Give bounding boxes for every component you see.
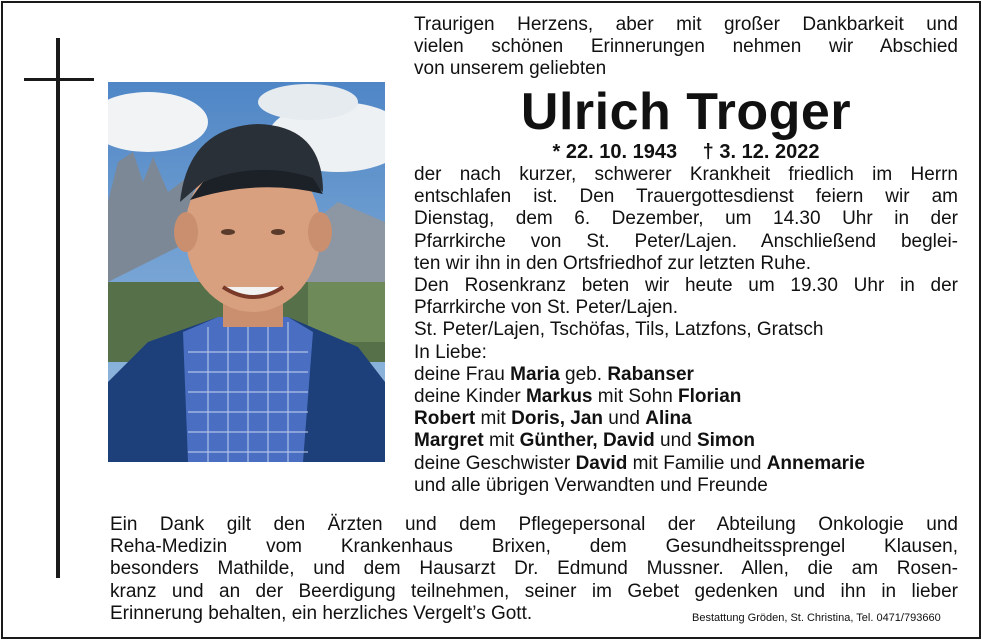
- intro-line: Traurigen Herzens, aber mit großer Dankbarkeit und: [414, 14, 958, 35]
- thanks-line: kranz und an der Beerdigung teilnehmen, seiner im Gebet gedenken und ihn in lieber: [110, 580, 958, 602]
- thanks-line: besonders Mathilde, und dem Hausarzt Dr. Edmund Mussner. Allen, die am Rosen-: [110, 558, 958, 580]
- intro-line: von unserem geliebten: [414, 58, 607, 79]
- body-line: Pfarrkirche von St. Peter/Lajen.: [414, 297, 679, 319]
- body-line: Dienstag, dem 6. Dezember, um 14.30 Uhr in der: [414, 208, 958, 230]
- family-robert: Robert mit Doris, Jan und Alina: [414, 408, 692, 430]
- thanks-line: Ein Dank gilt den Ärzten und dem Pflegepersonal der Abteilung Onkologie und: [110, 514, 958, 535]
- body-line: Den Rosenkranz beten wir heute um 19.30 Uhr in der: [414, 275, 958, 297]
- family-children: deine Kinder Markus mit Sohn Florian: [414, 386, 742, 408]
- body-line: ten wir ihn in den Ortsfriedhof zur letzten Ruhe.: [414, 252, 812, 274]
- announcement-body: [414, 164, 958, 497]
- cross-icon: [56, 38, 60, 578]
- family-siblings: deine Geschwister David mit Familie und Annemarie: [414, 452, 865, 474]
- body-line: entschlafen ist. Den Trauergottesdienst feiern wir am: [414, 186, 958, 208]
- deceased-name: Ulrich Troger: [520, 83, 852, 141]
- places-line: St. Peter/Lajen, Tschöfas, Tils, Latzfons, Gratsch: [414, 319, 824, 341]
- thanks-line: Erinnerung behalten, ein herzliches Vergelt’s Gott.: [110, 602, 533, 624]
- body-line: Pfarrkirche von St. Peter/Lajen. Anschließend beglei-: [414, 230, 958, 252]
- body-line: der nach kurzer, schwerer Krankheit friedlich im Herrn: [414, 164, 958, 185]
- cross-bar: [24, 78, 94, 81]
- in-love-line: In Liebe:: [414, 341, 487, 363]
- death-date: † 3. 12. 2022: [702, 141, 820, 163]
- birth-date: * 22. 10. 1943: [552, 141, 678, 163]
- portrait-photo: [108, 82, 385, 462]
- family-others: und alle übrigen Verwandten und Freunde: [414, 474, 768, 496]
- family-wife: deine Frau Maria geb. Rabanser: [414, 363, 694, 385]
- thanks-line: Reha-Medizin vom Krankenhaus Brixen, dem Gesundheitssprengel Klausen,: [110, 536, 958, 558]
- undertaker-contact: Bestattung Gröden, St. Christina, Tel. 0471/793660: [692, 612, 941, 624]
- thanks-text: [110, 514, 958, 625]
- family-margret: Margret mit Günther, David und Simon: [414, 430, 756, 452]
- life-dates: [414, 140, 958, 164]
- intro-line: vielen schönen Erinnerungen nehmen wir Abschied: [414, 36, 958, 57]
- intro-text: [414, 14, 958, 80]
